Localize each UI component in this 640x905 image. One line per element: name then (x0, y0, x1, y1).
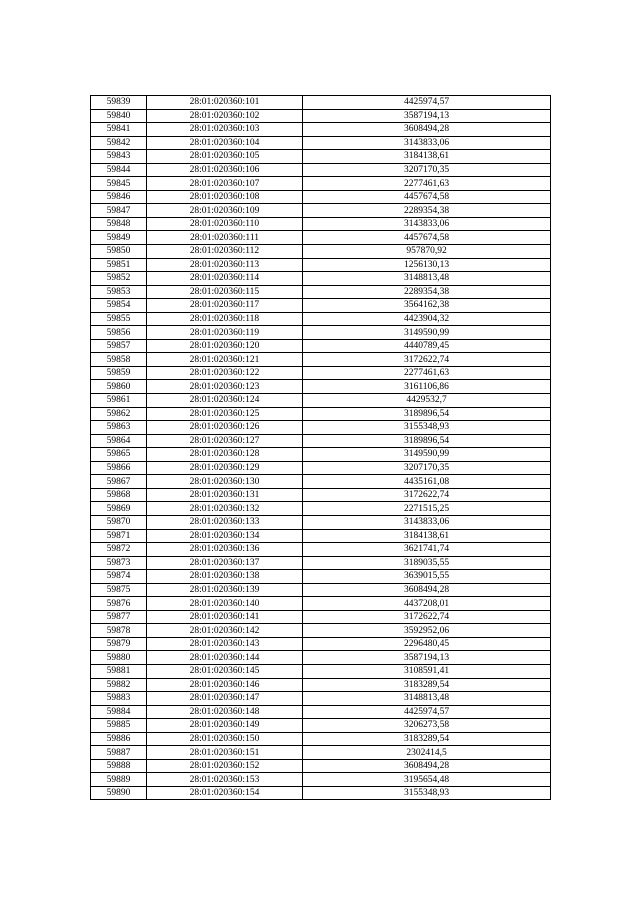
cadastral-value-cell: 2289354,38 (303, 204, 551, 218)
row-number-cell: 59849 (91, 231, 147, 245)
table-row (91, 231, 551, 245)
cadastral-number-cell: 28:01:020360:122 (147, 366, 303, 380)
cadastral-number-cell: 28:01:020360:123 (147, 380, 303, 394)
cadastral-value-cell: 3155348,93 (303, 421, 551, 435)
cadastral-number-cell: 28:01:020360:108 (147, 190, 303, 204)
row-number-cell: 59867 (91, 475, 147, 489)
cadastral-number-cell: 28:01:020360:148 (147, 705, 303, 719)
cadastral-value-cell: 3172622,74 (303, 488, 551, 502)
cadastral-value-cell: 3587194,13 (303, 651, 551, 665)
row-number-cell: 59864 (91, 434, 147, 448)
table-row (91, 664, 551, 678)
table-row (91, 732, 551, 746)
cadastral-value-cell: 3183289,54 (303, 678, 551, 692)
row-number-cell: 59869 (91, 502, 147, 516)
cadastral-number-cell: 28:01:020360:118 (147, 312, 303, 326)
cadastral-number-cell: 28:01:020360:147 (147, 692, 303, 706)
cadastral-value-cell: 3184138,61 (303, 529, 551, 543)
cadastral-value-cell: 957870,92 (303, 245, 551, 259)
cadastral-number-cell: 28:01:020360:143 (147, 637, 303, 651)
table-row (91, 123, 551, 137)
row-number-cell: 59855 (91, 312, 147, 326)
cadastral-value-cell: 3564162,38 (303, 299, 551, 313)
cadastral-number-cell: 28:01:020360:145 (147, 664, 303, 678)
cadastral-value-cell: 3143833,06 (303, 136, 551, 150)
row-number-cell: 59842 (91, 136, 147, 150)
cadastral-number-cell: 28:01:020360:102 (147, 109, 303, 123)
cadastral-number-cell: 28:01:020360:141 (147, 610, 303, 624)
cadastral-number-cell: 28:01:020360:112 (147, 245, 303, 259)
row-number-cell: 59884 (91, 705, 147, 719)
cadastral-value-cell: 3608494,28 (303, 759, 551, 773)
cadastral-number-cell: 28:01:020360:119 (147, 326, 303, 340)
table-row (91, 637, 551, 651)
cadastral-value-cell: 3639015,55 (303, 570, 551, 584)
row-number-cell: 59886 (91, 732, 147, 746)
row-number-cell: 59889 (91, 773, 147, 787)
cadastral-value-cell: 3149590,99 (303, 448, 551, 462)
cadastral-number-cell: 28:01:020360:138 (147, 570, 303, 584)
cadastral-value-cell: 1256130,13 (303, 258, 551, 272)
row-number-cell: 59860 (91, 380, 147, 394)
table-row (91, 109, 551, 123)
table-row (91, 272, 551, 286)
table-row (91, 556, 551, 570)
row-number-cell: 59876 (91, 597, 147, 611)
table-row (91, 583, 551, 597)
row-number-cell: 59865 (91, 448, 147, 462)
cadastral-value-cell: 4429532,7 (303, 394, 551, 408)
table-row (91, 217, 551, 231)
cadastral-value-cell: 3189896,54 (303, 434, 551, 448)
cadastral-number-cell: 28:01:020360:128 (147, 448, 303, 462)
table-row (91, 163, 551, 177)
cadastral-number-cell: 28:01:020360:140 (147, 597, 303, 611)
row-number-cell: 59873 (91, 556, 147, 570)
row-number-cell: 59880 (91, 651, 147, 665)
row-number-cell: 59841 (91, 123, 147, 137)
cadastral-value-cell: 3207170,35 (303, 163, 551, 177)
cadastral-value-cell: 3148813,48 (303, 692, 551, 706)
table-row (91, 719, 551, 733)
table-row (91, 190, 551, 204)
cadastral-value-cell: 4423904,32 (303, 312, 551, 326)
cadastral-number-cell: 28:01:020360:125 (147, 407, 303, 421)
row-number-cell: 59888 (91, 759, 147, 773)
cadastral-number-cell: 28:01:020360:124 (147, 394, 303, 408)
cadastral-number-cell: 28:01:020360:103 (147, 123, 303, 137)
row-number-cell: 59885 (91, 719, 147, 733)
table-row (91, 353, 551, 367)
table-row (91, 759, 551, 773)
cadastral-value-cell: 2277461,63 (303, 366, 551, 380)
cadastral-number-cell: 28:01:020360:107 (147, 177, 303, 191)
table-row (91, 204, 551, 218)
row-number-cell: 59857 (91, 339, 147, 353)
table-row (91, 502, 551, 516)
table-row (91, 461, 551, 475)
row-number-cell: 59847 (91, 204, 147, 218)
cadastral-value-cell: 4435161,08 (303, 475, 551, 489)
table-row (91, 434, 551, 448)
cadastral-value-cell: 3608494,28 (303, 583, 551, 597)
row-number-cell: 59871 (91, 529, 147, 543)
table-row (91, 407, 551, 421)
row-number-cell: 59874 (91, 570, 147, 584)
table-row (91, 285, 551, 299)
cadastral-number-cell: 28:01:020360:150 (147, 732, 303, 746)
cadastral-number-cell: 28:01:020360:113 (147, 258, 303, 272)
cadastral-number-cell: 28:01:020360:115 (147, 285, 303, 299)
cadastral-value-cell: 3143833,06 (303, 217, 551, 231)
cadastral-number-cell: 28:01:020360:151 (147, 746, 303, 760)
row-number-cell: 59882 (91, 678, 147, 692)
table-row (91, 394, 551, 408)
row-number-cell: 59846 (91, 190, 147, 204)
row-number-cell: 59844 (91, 163, 147, 177)
row-number-cell: 59856 (91, 326, 147, 340)
table-row (91, 339, 551, 353)
row-number-cell: 59878 (91, 624, 147, 638)
table-row (91, 380, 551, 394)
table-body (91, 96, 551, 800)
row-number-cell: 59858 (91, 353, 147, 367)
cadastral-value-cell: 3172622,74 (303, 353, 551, 367)
cadastral-number-cell: 28:01:020360:139 (147, 583, 303, 597)
cadastral-number-cell: 28:01:020360:149 (147, 719, 303, 733)
table-row (91, 136, 551, 150)
cadastral-value-cell: 2296480,45 (303, 637, 551, 651)
table-row (91, 651, 551, 665)
cadastral-value-cell: 3172622,74 (303, 610, 551, 624)
cadastral-number-cell: 28:01:020360:136 (147, 543, 303, 557)
cadastral-value-cell: 3108591,41 (303, 664, 551, 678)
table-row (91, 312, 551, 326)
cadastral-value-cell: 3143833,06 (303, 515, 551, 529)
cadastral-value-cell: 3184138,61 (303, 150, 551, 164)
row-number-cell: 59845 (91, 177, 147, 191)
cadastral-number-cell: 28:01:020360:130 (147, 475, 303, 489)
row-number-cell: 59879 (91, 637, 147, 651)
cadastral-value-cell: 3207170,35 (303, 461, 551, 475)
cadastral-number-cell: 28:01:020360:144 (147, 651, 303, 665)
cadastral-value-cell: 4440789,45 (303, 339, 551, 353)
cadastral-value-cell: 3189896,54 (303, 407, 551, 421)
cadastral-value-cell: 3621741,74 (303, 543, 551, 557)
cadastral-value-cell: 3206273,58 (303, 719, 551, 733)
table-row (91, 773, 551, 787)
row-number-cell: 59868 (91, 488, 147, 502)
cadastral-value-cell: 3155348,93 (303, 786, 551, 800)
table-row (91, 597, 551, 611)
table-row (91, 624, 551, 638)
row-number-cell: 59890 (91, 786, 147, 800)
row-number-cell: 59852 (91, 272, 147, 286)
table-row (91, 570, 551, 584)
row-number-cell: 59850 (91, 245, 147, 259)
cadastral-number-cell: 28:01:020360:152 (147, 759, 303, 773)
cadastral-number-cell: 28:01:020360:110 (147, 217, 303, 231)
row-number-cell: 59851 (91, 258, 147, 272)
cadastral-value-table (90, 95, 551, 800)
row-number-cell: 59881 (91, 664, 147, 678)
row-number-cell: 59870 (91, 515, 147, 529)
cadastral-number-cell: 28:01:020360:137 (147, 556, 303, 570)
row-number-cell: 59887 (91, 746, 147, 760)
cadastral-number-cell: 28:01:020360:114 (147, 272, 303, 286)
cadastral-value-cell: 4425974,57 (303, 96, 551, 110)
cadastral-value-cell: 2277461,63 (303, 177, 551, 191)
table-row (91, 692, 551, 706)
row-number-cell: 59843 (91, 150, 147, 164)
row-number-cell: 59840 (91, 109, 147, 123)
table-row (91, 488, 551, 502)
table-row (91, 177, 551, 191)
cadastral-number-cell: 28:01:020360:132 (147, 502, 303, 516)
table-row (91, 96, 551, 110)
cadastral-value-cell: 2271515,25 (303, 502, 551, 516)
table-row (91, 786, 551, 800)
row-number-cell: 59854 (91, 299, 147, 313)
cadastral-number-cell: 28:01:020360:109 (147, 204, 303, 218)
table-row (91, 299, 551, 313)
cadastral-value-cell: 4457674,58 (303, 231, 551, 245)
row-number-cell: 59872 (91, 543, 147, 557)
cadastral-value-cell: 3587194,13 (303, 109, 551, 123)
cadastral-value-cell: 3161106,86 (303, 380, 551, 394)
cadastral-number-cell: 28:01:020360:101 (147, 96, 303, 110)
row-number-cell: 59877 (91, 610, 147, 624)
table-row (91, 678, 551, 692)
cadastral-value-cell: 3592952,06 (303, 624, 551, 638)
row-number-cell: 59866 (91, 461, 147, 475)
row-number-cell: 59839 (91, 96, 147, 110)
table-row (91, 529, 551, 543)
cadastral-number-cell: 28:01:020360:131 (147, 488, 303, 502)
table-row (91, 245, 551, 259)
cadastral-value-cell: 3148813,48 (303, 272, 551, 286)
cadastral-number-cell: 28:01:020360:153 (147, 773, 303, 787)
table-row (91, 326, 551, 340)
row-number-cell: 59883 (91, 692, 147, 706)
cadastral-value-cell: 3189035,55 (303, 556, 551, 570)
cadastral-number-cell: 28:01:020360:117 (147, 299, 303, 313)
table-row (91, 475, 551, 489)
cadastral-value-cell: 4425974,57 (303, 705, 551, 719)
cadastral-value-cell: 3149590,99 (303, 326, 551, 340)
table-row (91, 366, 551, 380)
row-number-cell: 59875 (91, 583, 147, 597)
cadastral-number-cell: 28:01:020360:106 (147, 163, 303, 177)
cadastral-number-cell: 28:01:020360:146 (147, 678, 303, 692)
row-number-cell: 59862 (91, 407, 147, 421)
cadastral-number-cell: 28:01:020360:120 (147, 339, 303, 353)
row-number-cell: 59859 (91, 366, 147, 380)
cadastral-value-cell: 2302414,5 (303, 746, 551, 760)
cadastral-value-cell: 4457674,58 (303, 190, 551, 204)
table-row (91, 258, 551, 272)
cadastral-number-cell: 28:01:020360:111 (147, 231, 303, 245)
row-number-cell: 59861 (91, 394, 147, 408)
cadastral-number-cell: 28:01:020360:121 (147, 353, 303, 367)
cadastral-value-cell: 3195654,48 (303, 773, 551, 787)
table-row (91, 746, 551, 760)
table-row (91, 448, 551, 462)
cadastral-number-cell: 28:01:020360:104 (147, 136, 303, 150)
cadastral-number-cell: 28:01:020360:134 (147, 529, 303, 543)
cadastral-number-cell: 28:01:020360:127 (147, 434, 303, 448)
cadastral-number-cell: 28:01:020360:129 (147, 461, 303, 475)
cadastral-value-cell: 3183289,54 (303, 732, 551, 746)
cadastral-number-cell: 28:01:020360:142 (147, 624, 303, 638)
table-row (91, 610, 551, 624)
cadastral-value-cell: 3608494,28 (303, 123, 551, 137)
row-number-cell: 59848 (91, 217, 147, 231)
cadastral-number-cell: 28:01:020360:154 (147, 786, 303, 800)
table-row (91, 515, 551, 529)
row-number-cell: 59853 (91, 285, 147, 299)
cadastral-number-cell: 28:01:020360:105 (147, 150, 303, 164)
table-row (91, 150, 551, 164)
table-row (91, 705, 551, 719)
table-row (91, 421, 551, 435)
cadastral-number-cell: 28:01:020360:126 (147, 421, 303, 435)
table-row (91, 543, 551, 557)
row-number-cell: 59863 (91, 421, 147, 435)
cadastral-value-cell: 4437208,01 (303, 597, 551, 611)
cadastral-value-cell: 2289354,38 (303, 285, 551, 299)
cadastral-number-cell: 28:01:020360:133 (147, 515, 303, 529)
